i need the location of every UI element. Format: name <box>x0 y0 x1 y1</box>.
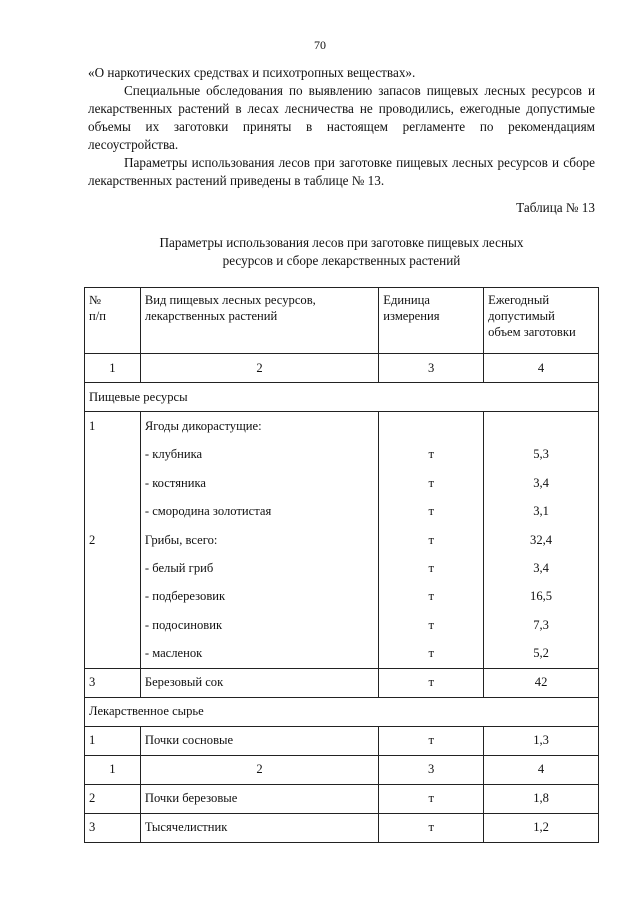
paragraph-3: Параметры использования лесов при заготовке пищевых лесных ресурсов и сборе лекарственных растений приведены в таблице № 13. <box>88 155 595 188</box>
food-value: 5,3 <box>533 447 549 462</box>
food-unit: т <box>428 475 434 490</box>
row-value: 1,3 <box>484 726 599 755</box>
food-name: - масленок <box>144 646 203 661</box>
row-unit: т <box>379 784 484 813</box>
food-block-units <box>379 412 484 669</box>
header-name-line-1: Вид пищевых лесных ресурсов, <box>144 293 316 307</box>
table-row <box>85 726 599 755</box>
body-text <box>88 64 595 190</box>
section-row-medicinal <box>85 697 599 726</box>
row-unit: т <box>379 726 484 755</box>
column-numbers-row <box>85 354 599 383</box>
food-block-values <box>484 412 599 669</box>
food-num <box>89 639 136 667</box>
row-value: 42 <box>484 668 599 697</box>
food-unit: т <box>428 646 434 661</box>
row-value: 1,8 <box>484 784 599 813</box>
food-unit: т <box>428 447 434 462</box>
food-value: 3,1 <box>533 504 549 519</box>
food-block-numbers <box>85 412 141 669</box>
food-num <box>89 469 136 497</box>
food-num <box>89 554 136 582</box>
food-unit: т <box>428 617 434 632</box>
column-number-3: 3 <box>379 354 484 383</box>
food-unit: т <box>428 504 434 519</box>
food-num <box>89 497 136 525</box>
row-unit: т <box>379 668 484 697</box>
food-num <box>89 440 136 468</box>
food-name: - подберезовик <box>144 589 226 604</box>
food-name: Ягоды дикорастущие: <box>144 419 262 433</box>
food-name: Грибы, всего: <box>144 532 218 547</box>
column-number-3: 3 <box>379 755 484 784</box>
food-name: - белый гриб <box>144 560 214 575</box>
row-number: 3 <box>85 813 141 842</box>
header-unit-line-1: Единица <box>383 293 430 307</box>
column-number-2: 2 <box>140 755 378 784</box>
header-name <box>140 288 378 354</box>
header-number-line-2: п/п <box>89 309 106 323</box>
food-name: - клубника <box>144 447 203 462</box>
row-number: 1 <box>85 726 141 755</box>
row-name: Березовый сок <box>140 668 378 697</box>
header-volume-line-3: объем заготовки <box>488 325 576 339</box>
food-value: 3,4 <box>533 475 549 490</box>
header-number <box>85 288 141 354</box>
table-row <box>85 784 599 813</box>
food-num: 1 <box>89 419 96 433</box>
food-name: - смородина золотистая <box>144 504 272 519</box>
header-number-line-1: № <box>89 293 102 307</box>
header-volume-line-2: допустимый <box>488 309 555 323</box>
table-header-row <box>85 288 599 354</box>
table-row <box>85 668 599 697</box>
food-unit <box>383 412 479 440</box>
table-row <box>85 813 599 842</box>
row-name: Тысячелистник <box>140 813 378 842</box>
food-block-row <box>85 412 599 669</box>
food-value: 32,4 <box>530 532 553 547</box>
food-value <box>488 412 594 440</box>
food-unit: т <box>428 560 434 575</box>
column-number-1: 1 <box>85 755 141 784</box>
table-title-line-1: Параметры использования лесов при заготовке пищевых лесных <box>159 235 524 250</box>
column-number-4: 4 <box>484 755 599 784</box>
row-number: 3 <box>85 668 141 697</box>
row-name: Почки сосновые <box>140 726 378 755</box>
table-title-line-2: ресурсов и сборе лекарственных растений <box>222 253 461 268</box>
row-unit: т <box>379 813 484 842</box>
column-numbers-row-repeat <box>85 755 599 784</box>
food-value: 5,2 <box>533 646 549 661</box>
page-number: 70 <box>314 38 326 52</box>
food-name: - костяника <box>144 475 207 490</box>
paragraph-2: Специальные обследования по выявлению запасов пищевых лесных ресурсов и лекарственных растений в лесах лесничества не проводились, ежегодные допустимые объемы их заготовки приняты в настоящем регламенте по рекомендациям лесоустройства. <box>88 83 595 152</box>
food-num <box>89 611 136 639</box>
row-name: Почки березовые <box>140 784 378 813</box>
food-value: 7,3 <box>533 617 549 632</box>
food-num <box>89 582 136 610</box>
food-value: 3,4 <box>533 560 549 575</box>
food-num: 2 <box>89 532 96 547</box>
column-number-1: 1 <box>85 354 141 383</box>
table-label: Таблица № 13 <box>516 200 595 215</box>
column-number-2: 2 <box>140 354 378 383</box>
header-unit-line-2: измерения <box>383 309 440 323</box>
section-row-food <box>85 383 599 412</box>
paragraph-1: «О наркотических средствах и психотропных веществах». <box>88 65 416 80</box>
food-unit: т <box>428 589 434 604</box>
header-name-line-2: лекарственных растений <box>144 309 278 323</box>
section-medicinal-title: Лекарственное сырье <box>85 697 599 726</box>
column-number-4: 4 <box>484 354 599 383</box>
section-food-title: Пищевые ресурсы <box>85 383 599 412</box>
table-title <box>88 234 595 270</box>
row-value: 1,2 <box>484 813 599 842</box>
food-value: 16,5 <box>530 589 553 604</box>
food-block-names <box>140 412 378 669</box>
header-volume <box>484 288 599 354</box>
food-unit: т <box>428 532 434 547</box>
row-number: 2 <box>85 784 141 813</box>
parameters-table <box>84 287 599 843</box>
header-volume-line-1: Ежегодный <box>488 293 550 307</box>
header-unit <box>379 288 484 354</box>
food-name: - подосиновик <box>144 617 223 632</box>
